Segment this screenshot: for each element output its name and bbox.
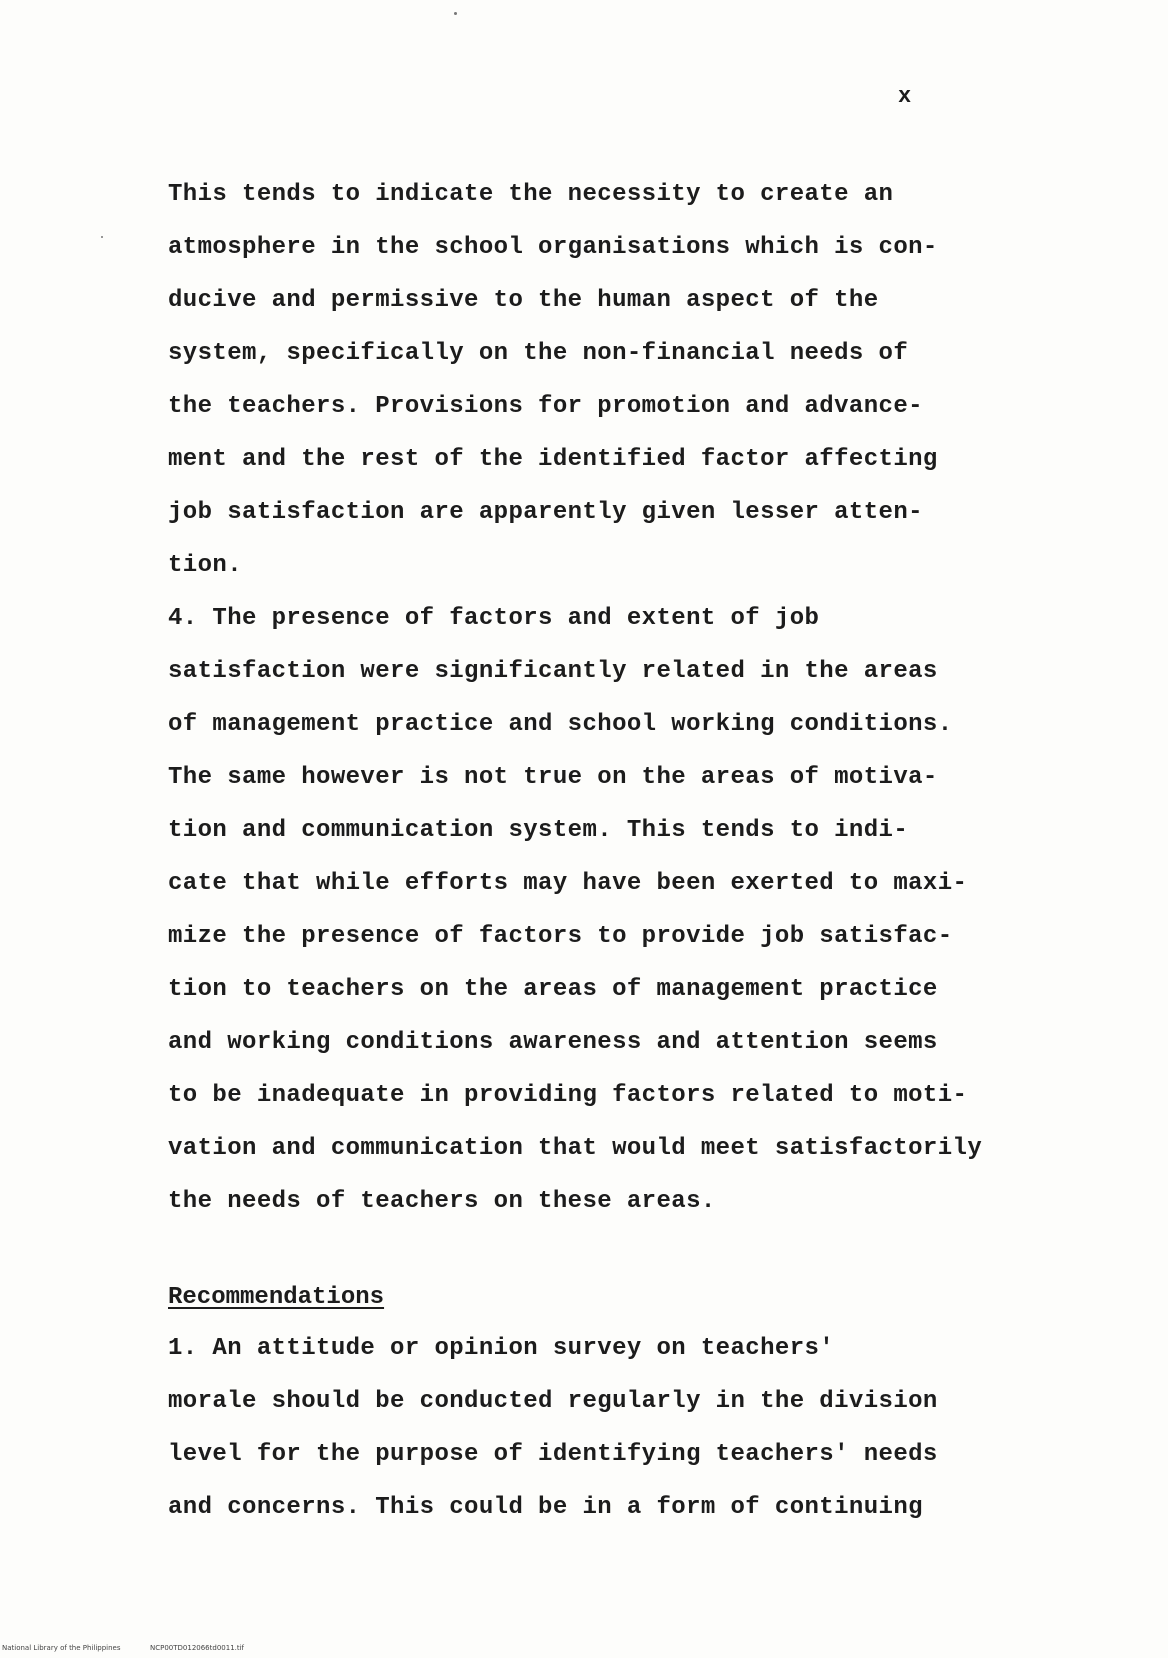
text-line: and working conditions awareness and attention seems <box>168 1029 938 1056</box>
text-line: the needs of teachers on these areas. <box>168 1188 716 1215</box>
text-line: satisfaction were significantly related in the areas <box>168 658 938 685</box>
text-line: atmosphere in the school organisations which is con- <box>168 234 938 261</box>
scan-speck <box>101 236 103 238</box>
text-line: vation and communication that would meet satisfactorily <box>168 1135 983 1162</box>
text-line: of management practice and school working conditions. <box>168 711 953 738</box>
text-line: morale should be conducted regularly in the division <box>168 1388 938 1415</box>
text-line: This tends to indicate the necessity to create an <box>168 181 894 208</box>
page-number: x <box>898 84 912 109</box>
text-line: ment and the rest of the identified factor affecting <box>168 446 938 473</box>
text-line: mize the presence of factors to provide job satisfac- <box>168 923 953 950</box>
text-line: The same however is not true on the areas of motiva- <box>168 764 938 791</box>
scan-speck <box>454 12 457 15</box>
text-line: tion to teachers on the areas of management practice <box>168 976 938 1003</box>
text-line: 4. The presence of factors and extent of job <box>168 605 820 632</box>
text-line: 1. An attitude or opinion survey on teachers' <box>168 1335 835 1362</box>
text-line: cate that while efforts may have been exerted to maxi- <box>168 870 968 897</box>
text-line: ducive and permissive to the human aspect of the <box>168 287 879 314</box>
footer-library: National Library of the Philippines <box>2 1644 121 1652</box>
footer-file-code: NCP00TD012066td0011.tif <box>150 1644 245 1652</box>
text-line: to be inadequate in providing factors related to moti- <box>168 1082 968 1109</box>
text-line: tion and communication system. This tends to indi- <box>168 817 909 844</box>
text-line: the teachers. Provisions for promotion and advance- <box>168 393 923 420</box>
text-line: job satisfaction are apparently given lesser atten- <box>168 499 923 526</box>
section-heading-recommendations: Recommendations <box>168 1284 385 1311</box>
text-line: and concerns. This could be in a form of continuing <box>168 1494 923 1521</box>
text-line: tion. <box>168 552 243 579</box>
text-line: system, specifically on the non-financial needs of <box>168 340 909 367</box>
text-line: level for the purpose of identifying teachers' needs <box>168 1441 938 1468</box>
